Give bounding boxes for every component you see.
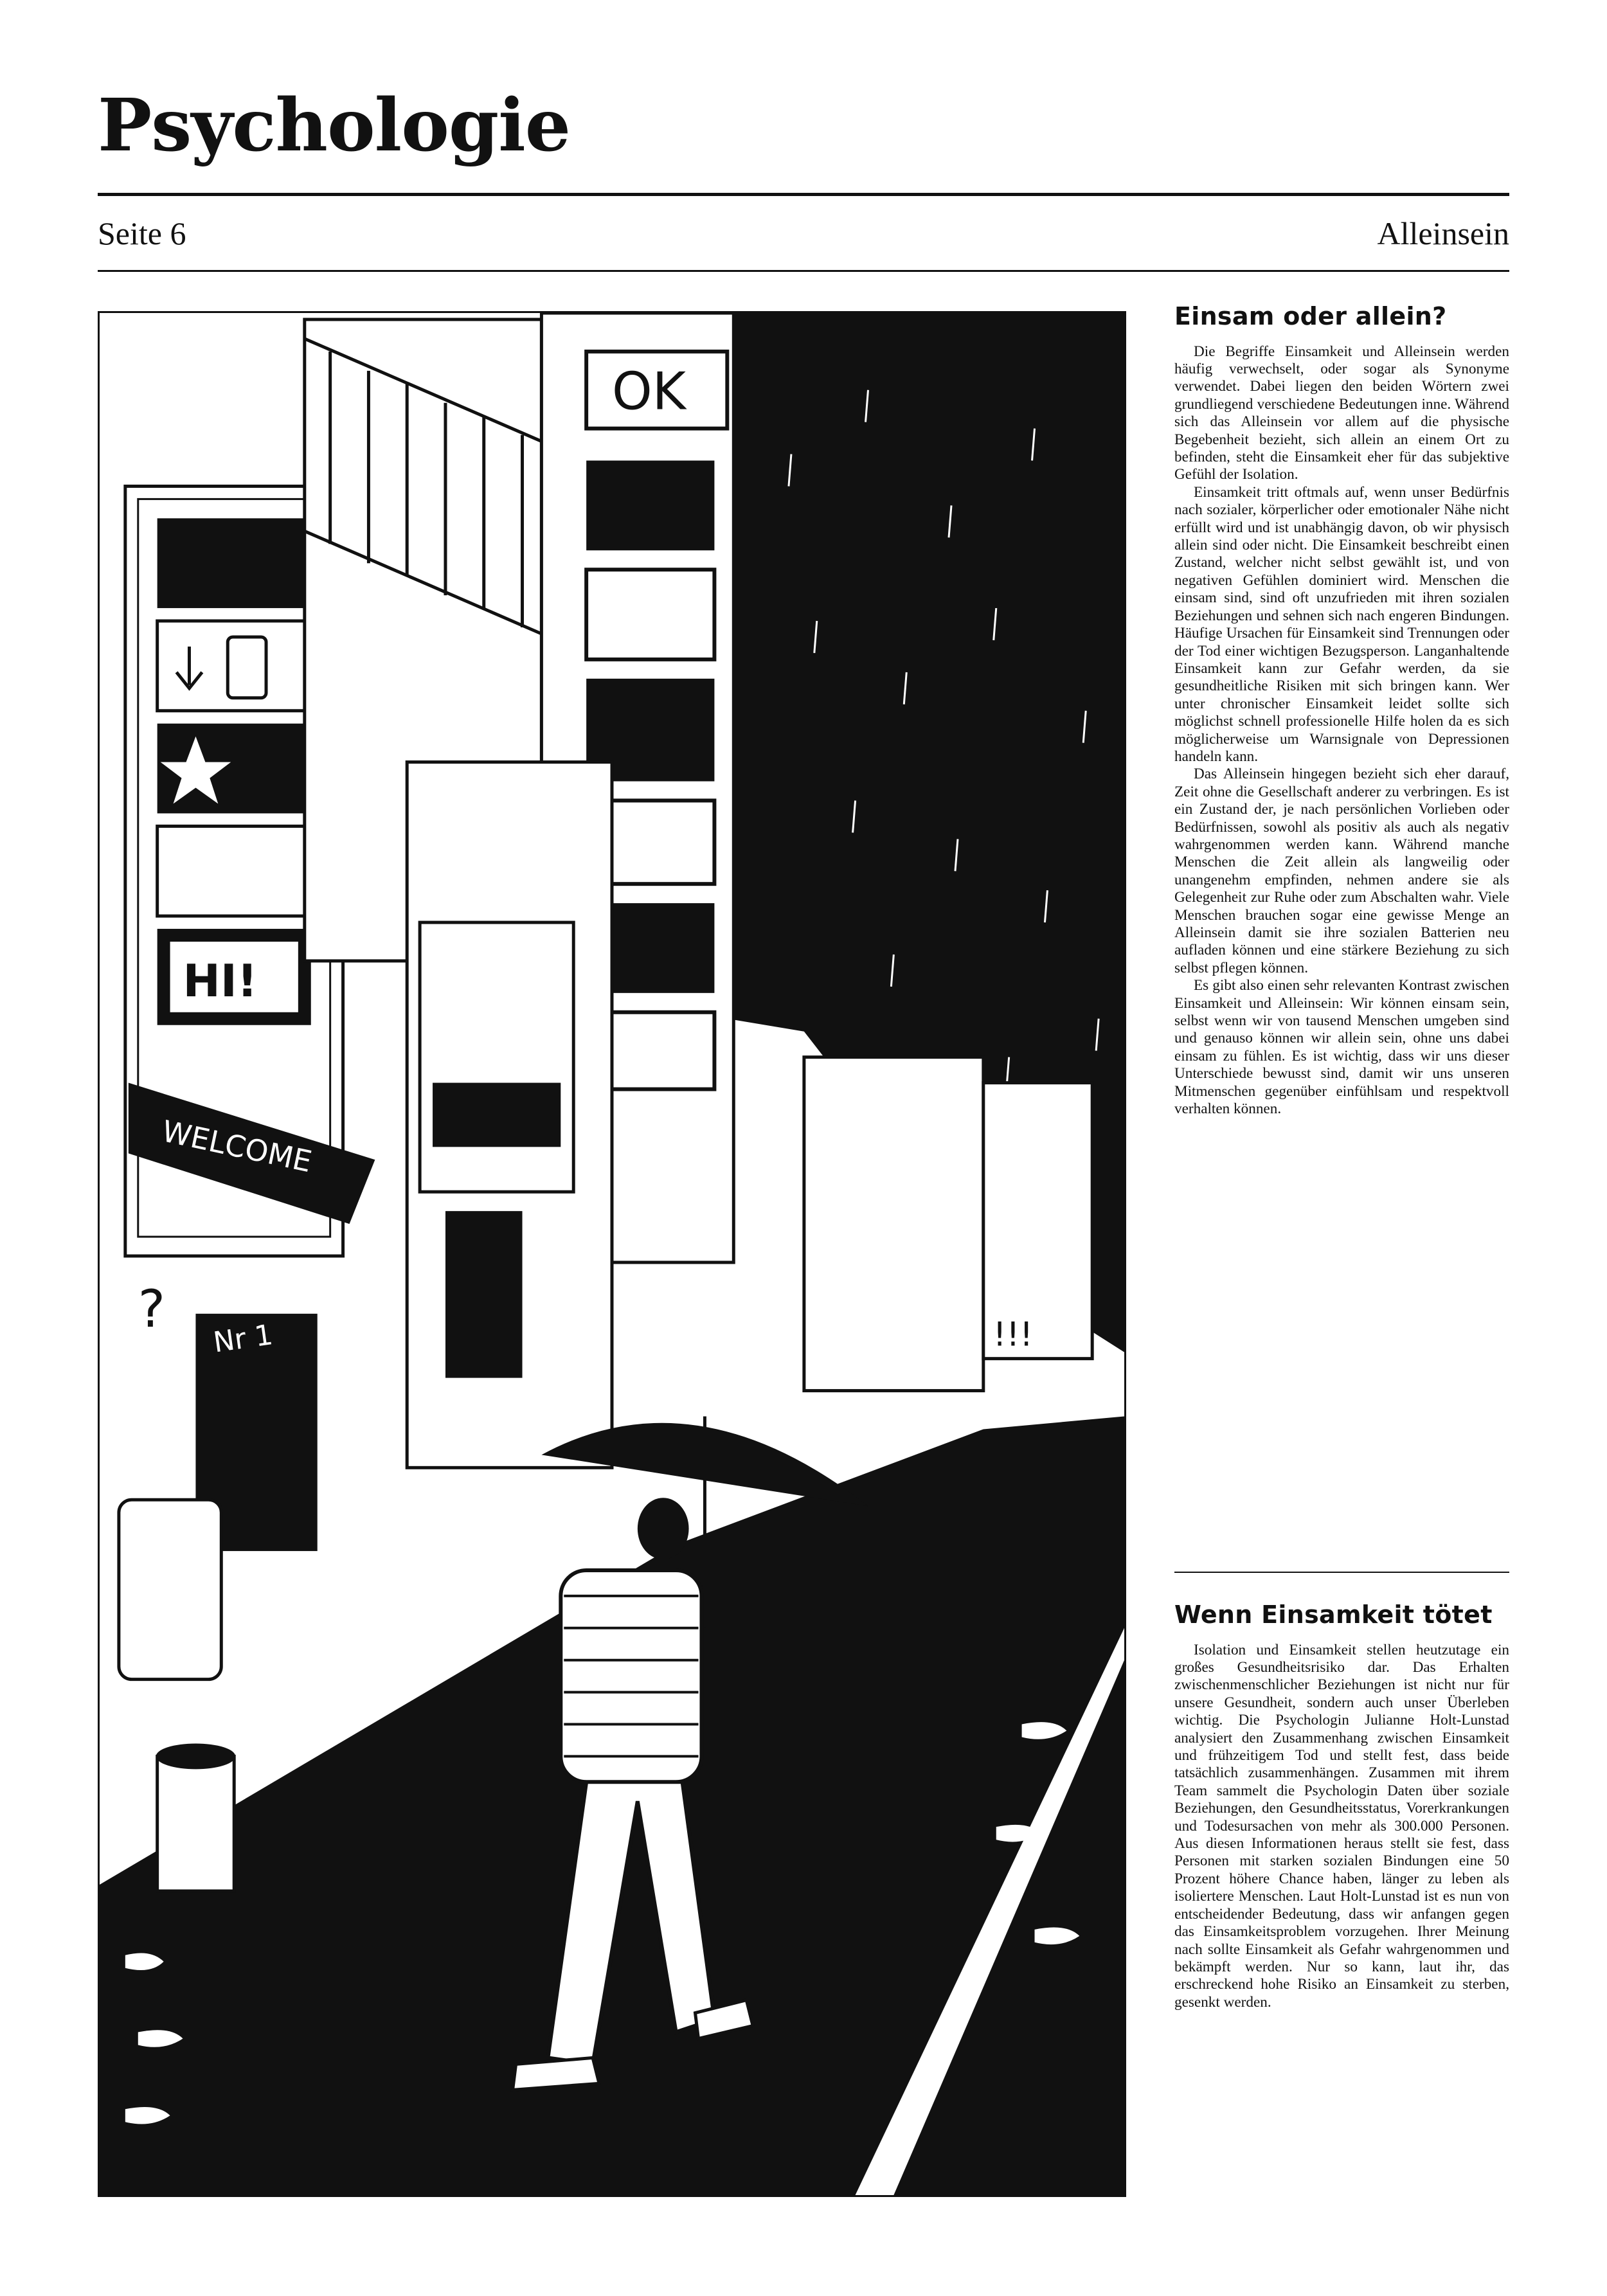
sign-question: ? xyxy=(138,1278,166,1339)
article-body xyxy=(1174,1642,1509,2012)
section-label: Alleinsein xyxy=(1377,215,1509,251)
header-rule xyxy=(98,193,1509,196)
article-wenn-einsamkeit-toetet xyxy=(1174,1601,1509,2011)
sign-ok: OK xyxy=(612,361,686,422)
illustration-svg xyxy=(100,313,1124,2195)
article-paragraph: Die Begriffe Einsamkeit und Alleinsein werden häufig verwechselt, oder sogar als Synonyme verwendet. Dabei liegen den beiden Wörtern zwei grundliegend verschiedene Bedeutungen inne. Während sich das Alleinsein vor allem auf die physische Begebenheit bezieht, sich allein an einem Ort zu befinden, steht die Einsamkeit eher für das subjektive Gefühl der Isolation. xyxy=(1174,343,1509,483)
article-body xyxy=(1174,343,1509,1118)
article-einsam-oder-allein xyxy=(1174,302,1509,1118)
column-divider xyxy=(1174,1572,1509,1573)
article-paragraph: Das Alleinsein hingegen bezieht sich eher darauf, Zeit ohne die Gesellschaft anderer zu verbringen. Es ist ein Zustand der, je nach persönlichen Vorlieben oder Bedürfnissen, sowohl als positiv als auch als negativ wahrgenommen werden kann. Während manche Menschen die Zeit allein als langweilig oder unangenehm empfinden, nehmen andere sie als Gelegenheit zur Ruhe oder zum Abschalten wahr. Viele Menschen brauchen sogar eine gewisse Menge an Alleinsein damit sie ihre sozialen Batterien neu aufladen können und eine stärkere Beziehung zu sich selbst pflegen können. xyxy=(1174,766,1509,976)
article-paragraph: Es gibt also einen sehr relevanten Kontrast zwischen Einsamkeit und Alleinsein: Wir können einsam sein, selbst wenn wir von tausend Menschen umgeben sind und genauso können wir allein sein, ohne uns dabei einsam zu fühlen. Es ist wichtig, dass wir uns dieser Unterschiede bewusst sind, damit wir uns unseren Mitmenschen gegenüber einfühlsam und respektvoll verhalten können. xyxy=(1174,977,1509,1118)
sign-exclaim: !!! xyxy=(992,1315,1034,1354)
article-paragraph: Einsamkeit tritt oftmals auf, wenn unser Bedürfnis nach sozialer, körperlicher oder emotionaler Nähe nicht erfüllt wird und ist unabhängig davon, ob wir physisch allein sind oder nicht. Die Einsamkeit beschreibt einen Zustand, welcher nicht selbst gewählt ist, und von negativen Gefühlen dominiert wird. Menschen die einsam sind, sind oft unzufrieden mit ihren sozialen Beziehungen und sehnen sich nach engeren Bindungen. Häufige Ursachen für Einsamkeit sind Trennungen oder der Tod einer wichtigen Bezugsperson. Langanhaltende Einsamkeit kann zur Gefahr werden, da sie gesundheitliche Risiken mit sich bringen kann. Wer unter chronischer Einsamkeit leidet sollte sich möglichst schnell professionelle Hilfe holen da es sich möglicherweise um Warnsignale von Depressionen handeln kann. xyxy=(1174,483,1509,765)
sign-hi: HI! xyxy=(183,955,258,1007)
subheader-rule xyxy=(98,270,1509,272)
article-heading: Wenn Einsamkeit tötet xyxy=(1174,1601,1493,1629)
page-number: Seite 6 xyxy=(98,215,186,251)
sign-welcome: WELCOME xyxy=(159,1113,315,1179)
sign-nr1: Nr 1 xyxy=(211,1318,275,1359)
article-paragraph: Isolation und Einsamkeit stellen heutzutage ein großes Gesundheitsrisiko dar. Das Erhalten zwischenmenschlicher Beziehungen ist nicht nur für unsere Gesundheit, sondern auch unser Überleben wichtig. Die Psychologin Julianne Holt-Lunstad analysiert den Zusammenhang zwischen Einsamkeit und frühzeitigem Tod und stellt fest, dass beide tatsächlich zusammenhängen. Zusammen mit ihrem Team sammelt die Psychologin Daten über soziale Beziehungen, den Gesundheitsstatus, Vorerkrankungen und Todesursachen von mehr als 300.000 Personen. Aus diesen Informationen heraus stellt sie fest, dass Personen mit starken sozialen Bindungen eine 50 Prozent höhere Chance haben, länger zu leben als isoliertere Menschen. Laut Holt-Lunstad ist es nun von entscheidender Bedeutung, dass wir anfangen gegen das Einsamkeitsproblem vorzugehen. Ihrer Meinung nach sollte Einsamkeit als Gefahr wahrgenommen und bekämpft werden. Nur so kann, laut ihr, das erschreckend hohe Risiko an Einsamkeit zu sterben, gesenkt werden. xyxy=(1174,1641,1509,2011)
masthead-title: Psychologie xyxy=(98,84,571,168)
street-illustration xyxy=(98,311,1126,2197)
article-heading: Einsam oder allein? xyxy=(1174,302,1447,330)
